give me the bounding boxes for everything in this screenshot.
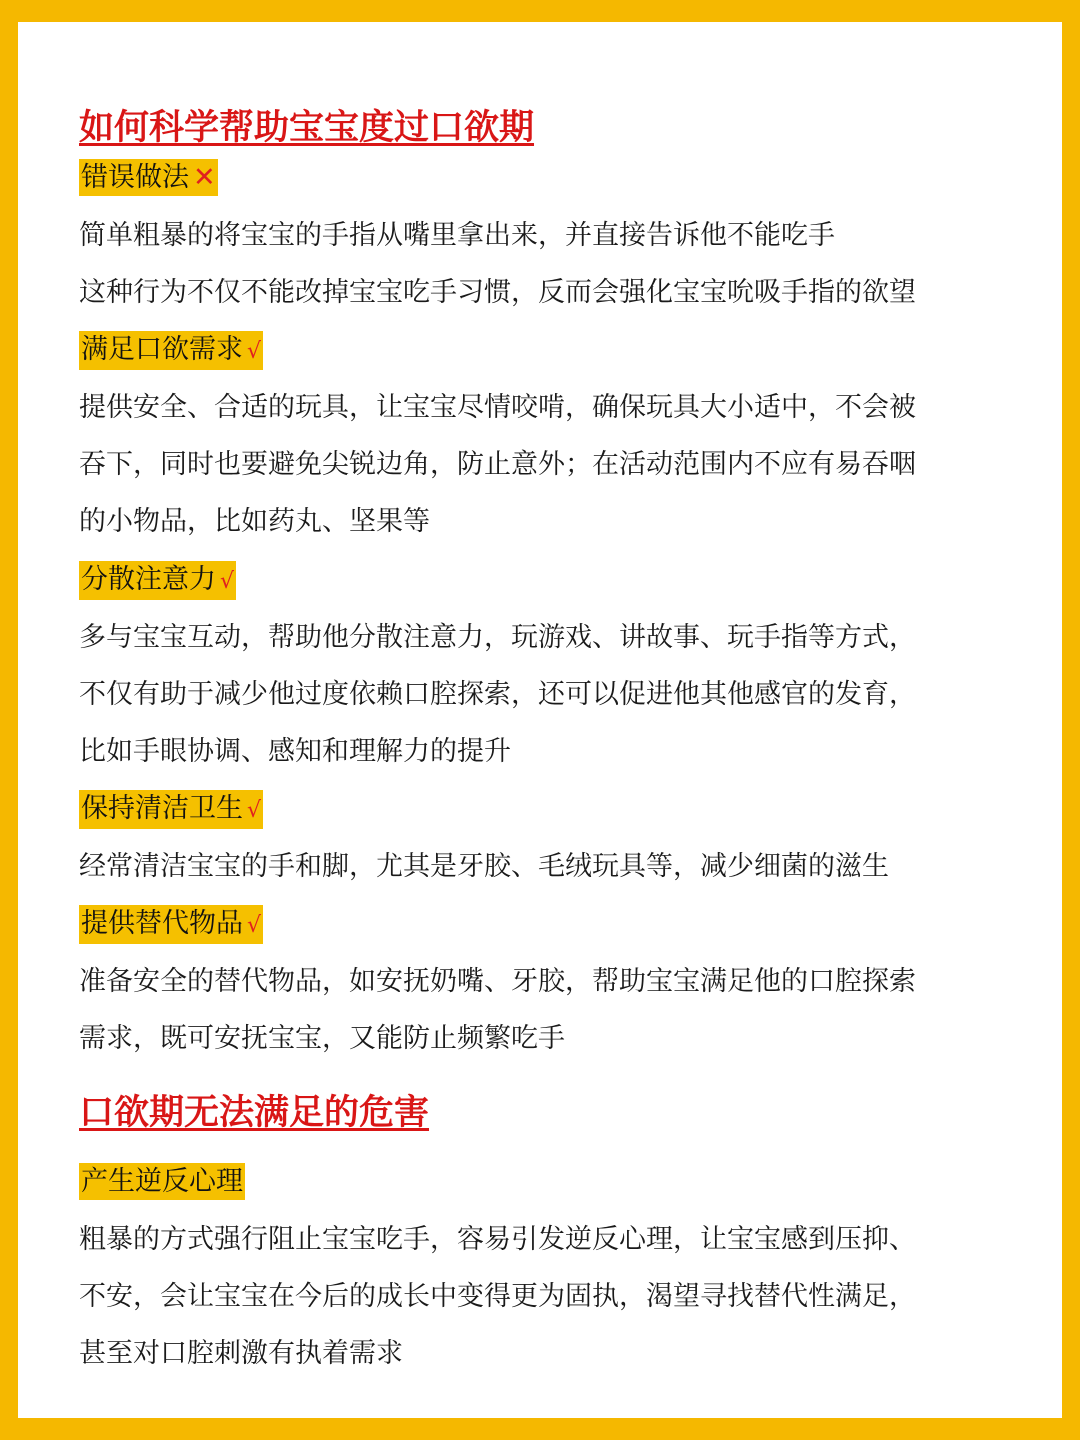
- section-title: [79, 1091, 429, 1135]
- tag-label: 分散注意力: [81, 564, 216, 595]
- tag-distract-attention: [79, 561, 236, 600]
- paragraph-line: 不仅有助于减少他过度依赖口腔探索，还可以促进他其他感官的发育，: [79, 679, 916, 710]
- tag-satisfy-oral-needs: [79, 331, 263, 370]
- paragraph-line: 多与宝宝互动，帮助他分散注意力，玩游戏、讲故事、玩手指等方式，: [79, 622, 916, 653]
- paragraph-line: 甚至对口腔刺激有执着需求: [79, 1338, 403, 1369]
- tag-label: 错误做法: [81, 162, 189, 193]
- paragraph-line: 简单粗暴的将宝宝的手指从嘴里拿出来，并直接告诉他不能吃手: [79, 220, 835, 251]
- paragraph-line: 不安，会让宝宝在今后的成长中变得更为固执，渴望寻找替代性满足，: [79, 1281, 916, 1312]
- tag-label: 产生逆反心理: [81, 1166, 243, 1197]
- paragraph-line: 准备安全的替代物品，如安抚奶嘴、牙胶，帮助宝宝满足他的口腔探索: [79, 966, 916, 997]
- tag-rebellious-psychology: [79, 1163, 245, 1200]
- paragraph-line: 比如手眼协调、感知和理解力的提升: [79, 736, 511, 767]
- paragraph-line: 经常清洁宝宝的手和脚，尤其是牙胶、毛绒玩具等，减少细菌的滋生: [79, 851, 889, 882]
- paragraph-line: 提供安全、合适的玩具，让宝宝尽情咬啃，确保玩具大小适中，不会被: [79, 392, 916, 423]
- article-card: [18, 22, 1062, 1418]
- cross-icon: ✕: [193, 162, 216, 193]
- paragraph-line: 粗暴的方式强行阻止宝宝吃手，容易引发逆反心理，让宝宝感到压抑、: [79, 1224, 916, 1255]
- section-title: [79, 106, 534, 150]
- tag-label: 满足口欲需求: [81, 334, 243, 365]
- paragraph-line: 这种行为不仅不能改掉宝宝吃手习惯，反而会强化宝宝吮吸手指的欲望: [79, 277, 916, 308]
- paragraph-line: 需求，既可安抚宝宝，又能防止频繁吃手: [79, 1023, 565, 1054]
- section-title-text: 口欲期无法满足的危害: [79, 1093, 430, 1133]
- check-icon: √: [220, 569, 235, 594]
- check-icon: √: [247, 913, 262, 938]
- tag-label: 提供替代物品: [81, 908, 243, 939]
- tag-provide-substitutes: [79, 905, 263, 944]
- paragraph-line: 吞下，同时也要避免尖锐边角，防止意外；在活动范围内不应有易吞咽: [79, 449, 916, 480]
- tag-label: 保持清洁卫生: [81, 793, 243, 824]
- check-icon: √: [247, 339, 262, 364]
- tag-keep-clean: [79, 790, 263, 829]
- check-icon: √: [247, 798, 262, 823]
- tag-wrong-method: [79, 159, 218, 196]
- section-title-text: 如何科学帮助宝宝度过口欲期: [79, 108, 535, 148]
- paragraph-line: 的小物品，比如药丸、坚果等: [79, 506, 430, 537]
